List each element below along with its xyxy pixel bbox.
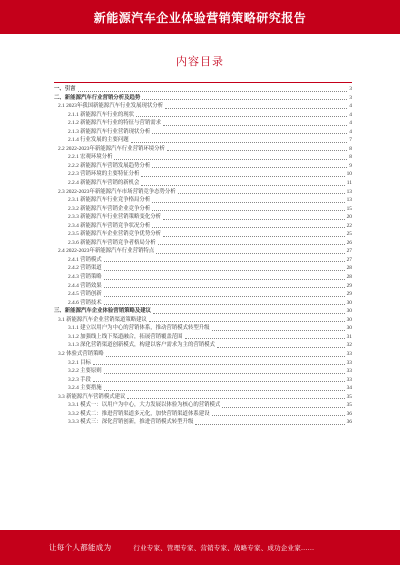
toc-entry-title: 3.1.1 建立以用户为中心的营销体系，推动营销模式转型升级 [68, 325, 210, 332]
toc-entry-page: 11 [346, 180, 352, 187]
toc-entry[interactable] [54, 350, 352, 359]
toc-dot-leader [178, 192, 345, 194]
toc-entry-page: 3 [349, 94, 352, 101]
toc-entry-page: 36 [346, 419, 352, 426]
toc-entry-page: 28 [346, 274, 352, 281]
toc-heading: 内容目录 [176, 55, 224, 68]
toc-entry[interactable] [54, 128, 352, 137]
toc-entry-page: 29 [346, 282, 352, 289]
toc-entry[interactable] [54, 247, 352, 256]
toc-dot-leader [152, 209, 344, 211]
toc-dot-leader [153, 312, 345, 314]
toc-entry-page: 29 [346, 291, 352, 298]
toc-dot-leader [217, 346, 345, 348]
toc-entry[interactable] [54, 401, 352, 410]
toc-dot-leader [212, 414, 345, 416]
toc-entry-title: 3.2.4 主要措施 [68, 385, 102, 392]
toc-entry-page: 34 [346, 385, 352, 392]
toc-dot-leader [152, 166, 347, 168]
toc-entry-page: 33 [346, 368, 352, 375]
toc-dot-leader [152, 226, 344, 228]
toc-dot-leader [106, 355, 345, 357]
footer-banner [0, 530, 400, 565]
header-banner [0, 0, 400, 34]
toc-entry-title: 2.2.2 新能源汽车营销发展趋势分析 [68, 162, 151, 169]
toc-dot-leader [93, 363, 345, 365]
toc-entry-title: 2.3.3 新能源汽车行业营销策略变化分析 [68, 214, 161, 221]
toc-entry-title: 2.4.5 营销创新 [68, 291, 102, 298]
toc-dot-leader [104, 372, 345, 374]
toc-entry[interactable] [54, 239, 352, 248]
toc-entry-page: 4 [349, 111, 352, 118]
toc-entry-title: 2.3.4 新能源汽车营销竞争状况分析 [68, 222, 151, 229]
toc-entry-title: 2.4.1 营销模式 [68, 256, 102, 263]
toc-entry-title: 2.3 2022-2023年新能源汽车市场营销竞争态势分析 [58, 188, 176, 195]
toc-dot-leader [114, 158, 347, 160]
toc-entry[interactable] [54, 111, 352, 120]
toc-entry-page: 3 [349, 86, 352, 92]
footer-roles: 行业专家、管理专家、营销专家、战略专家、成功企业家…… [133, 544, 315, 552]
toc-dot-leader [104, 389, 345, 391]
toc-entry[interactable] [54, 205, 352, 214]
toc-dot-leader [78, 90, 348, 92]
toc-entry-page: 20 [346, 214, 352, 221]
toc-entry-page: 26 [346, 239, 352, 246]
toc-entry-title: 3.2.1 目标 [68, 359, 91, 366]
toc-entry[interactable] [54, 264, 352, 273]
toc-entry[interactable] [54, 188, 352, 197]
toc-entry[interactable] [54, 213, 352, 222]
toc-dot-leader [141, 175, 344, 177]
toc-entry-title: 2.3.1 新能源汽车行业竞争格局分析 [68, 197, 151, 204]
toc-entry-title: 二、新能源汽车行业营销分析及趋势 [54, 94, 141, 101]
toc-entry-title: 2.1.2 新能源汽车行业的特征与营销需求 [68, 120, 161, 127]
toc-dot-leader [127, 397, 344, 399]
toc-entry-page: 33 [346, 350, 352, 357]
toc-dot-leader [104, 260, 345, 262]
footer-slogan: 让每个人都能成为 [49, 543, 112, 552]
toc-entry-title: 一、引言 [54, 86, 76, 92]
toc-entry-page: 30 [346, 308, 352, 315]
toc-entry[interactable] [54, 119, 352, 128]
toc-entry-title: 2.4.6 营销技术 [68, 299, 102, 306]
toc-entry-page: 30 [346, 316, 352, 323]
toc-dot-leader [93, 380, 345, 382]
toc-entry-page: 8 [349, 154, 352, 161]
toc-entry[interactable] [54, 230, 352, 239]
toc-entry[interactable] [54, 307, 352, 316]
document-title: 新能源汽车企业体验营销策略研究报告 [93, 10, 307, 25]
toc-entry-title: 3.2 体验式营销策略 [58, 350, 104, 357]
toc-entry[interactable] [54, 170, 352, 179]
toc-entry[interactable] [54, 367, 352, 376]
toc-entry-page: 9 [349, 162, 352, 169]
toc-entry-title: 2.4.3 营销策略 [68, 274, 102, 281]
toc-entry[interactable] [54, 153, 352, 162]
toc-entry[interactable] [54, 376, 352, 385]
toc-entry-page: 27 [346, 256, 352, 263]
toc-entry-title: 2.3.6 新能源汽车营销竞争者格局分析 [68, 239, 156, 246]
toc-dot-leader [149, 320, 345, 322]
toc-dot-leader [185, 337, 345, 339]
toc-entry[interactable] [54, 222, 352, 231]
toc-dot-leader [104, 269, 345, 271]
toc-entry-title: 2.2.3 营销环境的主要特征分析 [68, 171, 140, 178]
toc-entry-page: 28 [346, 265, 352, 272]
toc-entry[interactable] [54, 410, 352, 419]
toc-dot-leader [212, 329, 345, 331]
toc-entry-page: 33 [346, 376, 352, 383]
toc-entry-page: 35 [346, 402, 352, 409]
toc-entry-page: 10 [346, 171, 352, 178]
toc-dot-leader [165, 107, 347, 109]
toc-entry[interactable] [54, 384, 352, 393]
toc-entry[interactable] [54, 341, 352, 350]
toc-entry-title: 3.1.2 加强线上线下渠道融合，拓展营销覆盖范围 [68, 333, 183, 340]
toc-entry[interactable] [54, 273, 352, 282]
toc-entry[interactable] [54, 162, 352, 171]
toc-dot-leader [104, 303, 345, 305]
toc-entry[interactable] [54, 316, 352, 325]
toc-entry-title: 2.3.2 新能源汽车营销企业竞争分析 [68, 205, 151, 212]
toc-dot-leader [152, 132, 347, 134]
toc-entry-title: 2.1 2023年我国新能源汽车行业发展现状分析 [58, 103, 164, 110]
toc-entry[interactable] [54, 299, 352, 308]
toc-dot-leader [141, 184, 344, 186]
toc-entry-title: 2.4.4 营销效果 [68, 282, 102, 289]
toc-entry-page: 25 [346, 231, 352, 238]
toc-dot-leader [152, 201, 344, 203]
toc-entry-title: 3.3.3 模式三：深化营销创新，推进营销模式转型升级 [68, 419, 194, 426]
toc-entry[interactable] [54, 418, 352, 427]
toc-dot-leader [158, 243, 345, 245]
toc-entry-title: 3.1 新能源汽车企业营销渠道策略建议 [58, 316, 147, 323]
toc-entry-page: 31 [346, 333, 352, 340]
toc-entry-page: 22 [346, 222, 352, 229]
toc-entry-page: 4 [349, 128, 352, 135]
toc-entry-page: 8 [349, 145, 352, 152]
toc-dot-leader [104, 295, 345, 297]
toc-entry[interactable] [54, 282, 352, 291]
toc-dot-leader [136, 115, 347, 117]
toc-entry-page: 33 [346, 359, 352, 366]
toc-entry-page: 30 [346, 299, 352, 306]
toc-entry-title: 3.3 新能源汽车营销模式建议 [58, 393, 126, 400]
toc-entry-title: 2.3.5 新能源汽车企业营销竞争优势分析 [68, 231, 161, 238]
toc-entry-page: 4 [349, 103, 352, 110]
toc-dot-leader [142, 98, 347, 100]
toc-entry[interactable] [54, 393, 352, 402]
toc-entry-page: 35 [346, 393, 352, 400]
toc-dot-leader [163, 124, 347, 126]
toc-entry-page: 30 [346, 325, 352, 332]
toc-entry-page: 4 [349, 120, 352, 127]
toc-dot-leader [131, 141, 348, 143]
toc-entry[interactable] [54, 179, 352, 188]
toc-dot-leader [222, 406, 344, 408]
toc-entry[interactable] [54, 290, 352, 299]
toc-entry-title: 2.2.1 宏观环境分析 [68, 154, 113, 161]
toc-dot-leader [156, 252, 344, 254]
toc-entry-page: 7 [349, 137, 352, 144]
toc-entry-page: 27 [346, 248, 352, 255]
toc-entry[interactable] [54, 333, 352, 342]
toc-entry-page: 15 [346, 205, 352, 212]
toc-entry[interactable] [54, 196, 352, 205]
toc-entry-title: 3.2.3 手段 [68, 376, 91, 383]
toc-entry[interactable] [54, 359, 352, 368]
table-of-contents [54, 85, 352, 427]
toc-top-rule [54, 82, 352, 83]
toc-dot-leader [195, 423, 344, 425]
toc-entry-title: 2.4.2 营销渠道 [68, 265, 102, 272]
toc-dot-leader [104, 286, 345, 288]
toc-entry-title: 三、新能源汽车企业体验营销策略及建议 [54, 308, 152, 315]
toc-entry-page: 13 [346, 197, 352, 204]
toc-entry[interactable] [54, 102, 352, 111]
toc-entry-title: 2.2.4 新能源汽车营销的新机会 [68, 180, 140, 187]
toc-entry[interactable] [54, 94, 352, 103]
toc-entry-title: 3.3.1 模式一：以用户为中心，大力发展以体验为核心的营销模式 [68, 402, 221, 409]
toc-dot-leader [167, 149, 347, 151]
toc-entry[interactable] [54, 256, 352, 265]
toc-entry-title: 3.1.3 深化营销渠道创新模式，构建以客户需求为主的营销模式 [68, 342, 215, 349]
toc-entry-title: 2.4 2022-2023年新能源汽车行业营销特点 [58, 248, 155, 255]
toc-dot-leader [163, 218, 345, 220]
toc-entry-title: 2.1.4 行业发展的主要问题 [68, 137, 129, 144]
toc-entry[interactable] [54, 136, 352, 145]
toc-entry[interactable] [54, 145, 352, 154]
toc-entry-page: 36 [346, 410, 352, 417]
toc-entry[interactable] [54, 324, 352, 333]
toc-entry[interactable] [54, 85, 352, 94]
toc-entry-title: 2.1.1 新能源汽车行业的现状 [68, 111, 135, 118]
toc-entry-title: 2.2 2022-2023年新能源汽车行业营销环境分析 [58, 145, 165, 152]
toc-dot-leader [163, 235, 345, 237]
toc-entry-page: 13 [346, 188, 352, 195]
toc-dot-leader [104, 278, 345, 280]
toc-entry-title: 2.1.3 新能源汽车行业营销现状分析 [68, 128, 151, 135]
toc-entry-title: 3.2.2 主要原则 [68, 368, 102, 375]
toc-entry-page: 32 [346, 342, 352, 349]
toc-entry-title: 3.3.2 模式二：推进营销渠道多元化，加快营销渠道体系建设 [68, 410, 210, 417]
